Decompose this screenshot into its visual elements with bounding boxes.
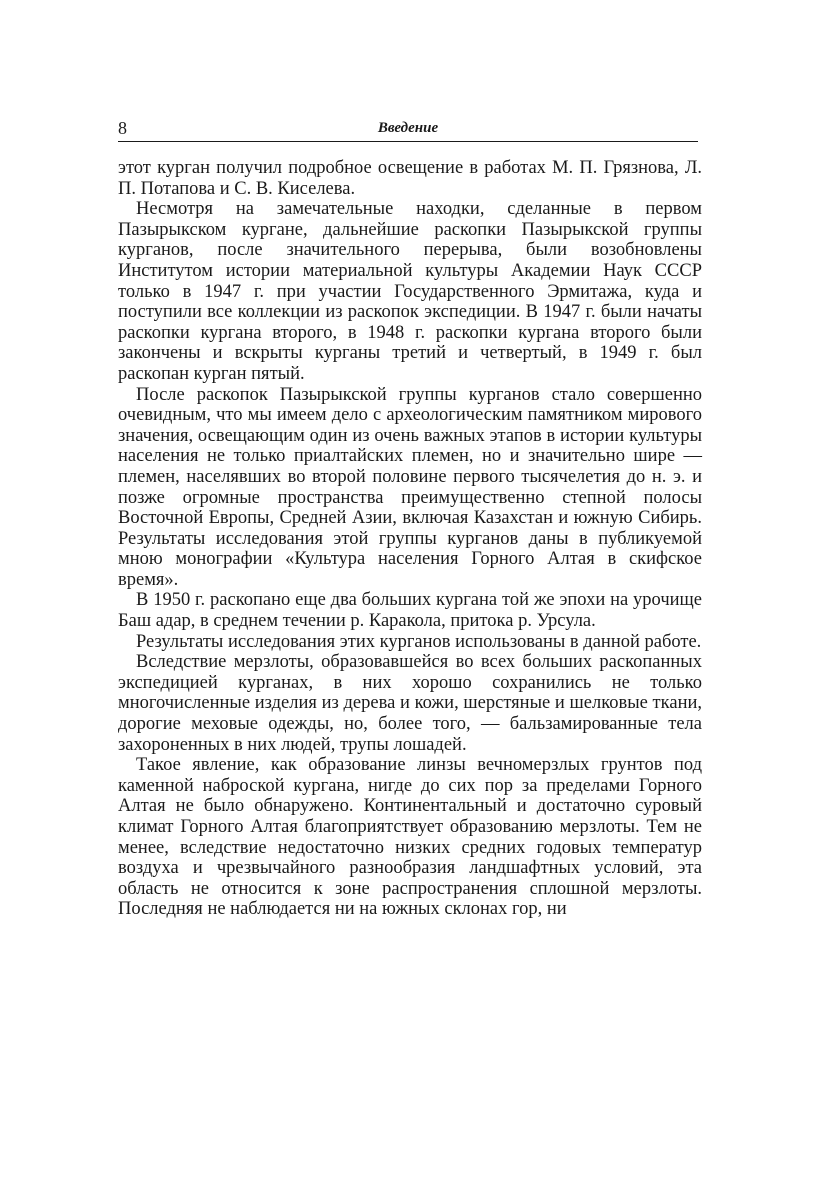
- page-header: [118, 118, 698, 142]
- paragraph: Результаты исследования этих курганов использованы в данной работе.: [136, 631, 702, 652]
- paragraph: В 1950 г. раскопано еще два больших кургана той же эпохи на урочище Баш адар, в среднем течении р. Каракола, притока р. Урсула.: [118, 590, 702, 632]
- paragraph: этот курган получил подробное освещение в работах М. П. Грязнова, Л. П. Потапова и С. В. Киселева.: [118, 158, 702, 199]
- paragraph: Вследствие мерзлоты, образовавшейся во всех больших раскопанных экспедицией курганах, в них хорошо сохранились не только многочисленные изделия из дерева и кожи, шерстяные и шелковые ткани, дорогие меховые одежды, но, более того, — бальзамированные тела захороненных в них людей, трупы лошадей.: [118, 652, 702, 755]
- body-text: [118, 158, 702, 920]
- paragraph: Такое явление, как образование линзы вечномерзлых грунтов под каменной наброской кургана, нигде до сих пор за пределами Горного Алтая не было обнаружено. Континентальный и достаточно суровый климат Горного Алтая благоприятствует образованию мерзлоты. Тем не менее, вследствие недостаточно низких средних годовых температур воздуха и чрезвычайного разнообразия ландшафтных условий, эта область не относится к зоне распространения сплошной мерзлоты. Последняя не наблюдается ни на южных склонах гор, ни: [118, 755, 702, 920]
- paragraph: После раскопок Пазырыкской группы курганов стало совершенно очевидным, что мы имеем дело с археологическим памятником мирового значения, освещающим один из очень важных этапов в истории культуры населения не только приалтайских племен, но и значительно шире — племен, населявших во второй половине первого тысячелетия до н. э. и позже огромные пространства преимущественно степной полосы Восточной Европы, Средней Азии, включая Казахстан и южную Сибирь. Результаты исследования этой группы курганов даны в публикуемой мною монографии «Культура населения Горного Алтая в скифское время».: [118, 384, 702, 590]
- header-rule: [118, 141, 698, 142]
- paragraph: Несмотря на замечательные находки, сделанные в первом Пазырыкском кургане, дальнейшие раскопки Пазырыкской группы курганов, после значительного перерыва, были возобновлены Институтом истории материальной культуры Академии Наук СССР только в 1947 г. при участии Государственного Эрмитажа, куда и поступили все коллекции из раскопок экспедиции. В 1947 г. были начаты раскопки кургана второго, в 1948 г. раскопки кургана второго были закончены и вскрыты курганы третий и четвертый, в 1949 г. был раскопан курган пятый.: [118, 199, 702, 384]
- running-title: Введение: [377, 120, 439, 136]
- page-number: 8: [118, 118, 127, 138]
